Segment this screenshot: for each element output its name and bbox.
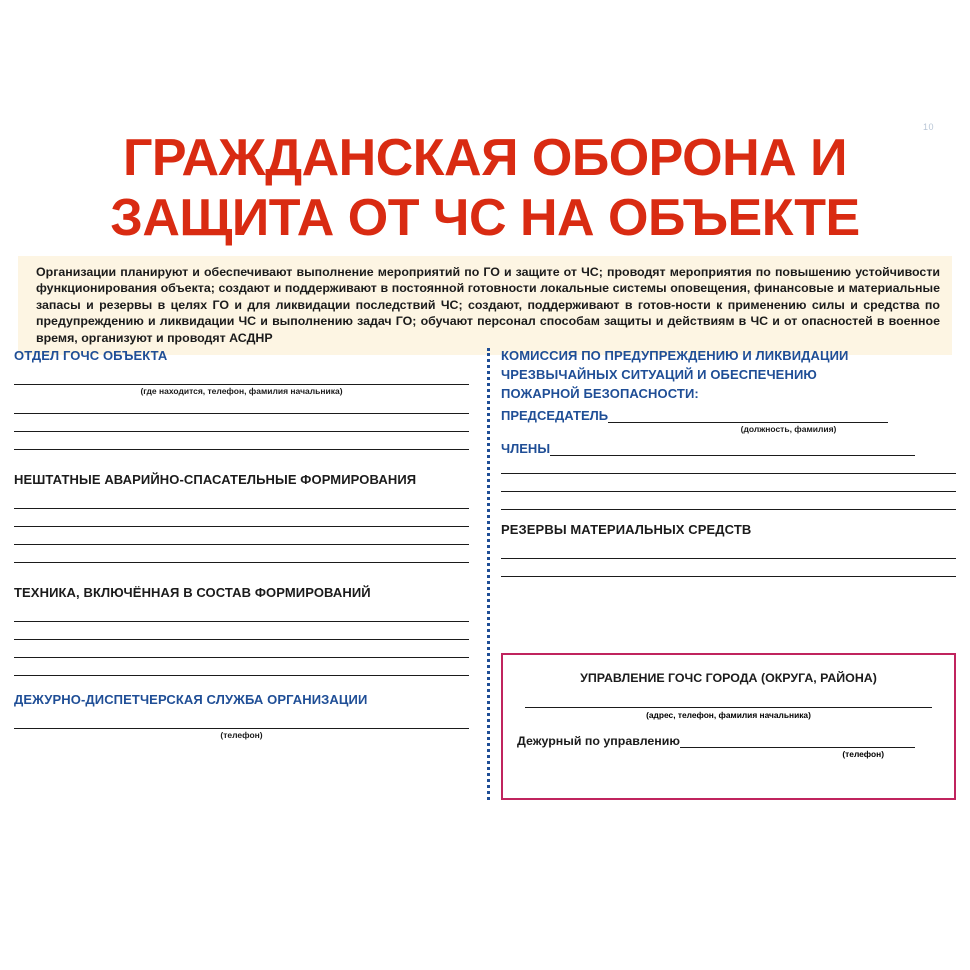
form-columns xyxy=(14,348,956,808)
section-material-reserves xyxy=(501,522,956,577)
section-equipment xyxy=(14,585,469,676)
section-gochs-department xyxy=(14,348,469,450)
form-line[interactable] xyxy=(14,414,469,432)
form-line[interactable] xyxy=(14,545,469,563)
duty-officer-hint: (телефон) xyxy=(842,749,884,759)
right-column xyxy=(501,348,956,577)
page-title xyxy=(0,128,970,248)
title-line-2: ЗАЩИТА ОТ ЧС НА ОБЪЕКТЕ xyxy=(110,189,860,247)
page-number: 10 xyxy=(922,122,934,132)
form-line[interactable] xyxy=(14,396,469,414)
management-title: УПРАВЛЕНИЕ ГОЧС ГОРОДА (ОКРУГА, РАЙОНА) xyxy=(580,671,877,685)
form-line[interactable] xyxy=(501,456,956,474)
form-line[interactable] xyxy=(525,695,932,708)
section-rescue-units xyxy=(14,472,469,563)
section-hint: (телефон) xyxy=(220,730,263,740)
members-input-line[interactable] xyxy=(550,440,915,456)
form-line[interactable] xyxy=(14,622,469,640)
chairman-label: ПРЕДСЕДАТЕЛЬ xyxy=(501,408,609,423)
form-line[interactable] xyxy=(14,509,469,527)
commission-heading-line-3: ПОЖАРНОЙ БЕЗОПАСНОСТИ: xyxy=(501,386,699,401)
management-hint: (адрес, телефон, фамилия начальника) xyxy=(646,710,811,720)
form-line[interactable] xyxy=(14,491,469,509)
duty-officer-input-line[interactable] xyxy=(680,733,915,748)
intro-panel xyxy=(18,256,952,355)
form-line[interactable] xyxy=(501,492,956,510)
form-line[interactable] xyxy=(14,527,469,545)
chairman-input-line[interactable] xyxy=(608,407,888,423)
form-line[interactable] xyxy=(501,559,956,577)
members-row xyxy=(501,438,956,456)
title-line-1: ГРАЖДАНСКАЯ ОБОРОНА И xyxy=(122,129,848,187)
section-heading: РЕЗЕРВЫ МАТЕРИАЛЬНЫХ СРЕДСТВ xyxy=(501,522,752,537)
left-column xyxy=(14,348,469,740)
column-divider xyxy=(487,348,490,800)
chairman-row xyxy=(501,405,956,423)
duty-officer-row xyxy=(517,730,940,748)
duty-officer-label: Дежурный по управлению xyxy=(517,734,680,748)
members-label: ЧЛЕНЫ xyxy=(501,441,551,456)
commission-heading-line-2: ЧРЕЗВЫЧАЙНЫХ СИТУАЦИЙ И ОБЕСПЕЧЕНИЮ xyxy=(501,367,817,382)
form-line[interactable] xyxy=(501,474,956,492)
section-commission xyxy=(501,348,956,510)
form-line[interactable] xyxy=(14,367,469,385)
section-heading: ОТДЕЛ ГОЧС ОБЪЕКТА xyxy=(14,348,168,363)
city-gochs-management-box xyxy=(501,653,956,800)
intro-text: Организации планируют и обеспечивают выполнение мероприятий по ГО и защите от ЧС; проводят мероприятия по повышению устойчивости функционирования объекта; создают и поддерживают в постоянной готовности локальные системы оповещения, финансовые и материальные запасы и резервы в целях ГО и для ликвидации последствий ЧС; создают, поддерживают в готов-ности к применению силы и средства по предупреждению и ликвидации ЧС и выполнению задач ГО; обучают персонал способам защиты и действиям в ЧС и от опасностей в военное время, организуют и проводят АСДНР xyxy=(36,265,940,345)
form-line[interactable] xyxy=(14,604,469,622)
section-heading: ДЕЖУРНО-ДИСПЕТЧЕРСКАЯ СЛУЖБА ОРГАНИЗАЦИИ xyxy=(14,692,368,707)
section-duty-dispatch xyxy=(14,692,469,740)
section-heading: ТЕХНИКА, ВКЛЮЧЁННАЯ В СОСТАВ ФОРМИРОВАНИЙ xyxy=(14,585,371,600)
form-line[interactable] xyxy=(14,658,469,676)
commission-heading-line-1: КОМИССИЯ ПО ПРЕДУПРЕЖДЕНИЮ И ЛИКВИДАЦИИ xyxy=(501,348,849,363)
section-heading: НЕШТАТНЫЕ АВАРИЙНО-СПАСАТЕЛЬНЫЕ ФОРМИРОВАНИЯ xyxy=(14,472,417,487)
form-line[interactable] xyxy=(14,640,469,658)
form-line[interactable] xyxy=(14,711,469,729)
form-line[interactable] xyxy=(14,432,469,450)
section-hint: (где находится, телефон, фамилия начальника) xyxy=(140,386,343,396)
form-line[interactable] xyxy=(501,541,956,559)
chairman-hint: (должность, фамилия) xyxy=(740,424,837,434)
